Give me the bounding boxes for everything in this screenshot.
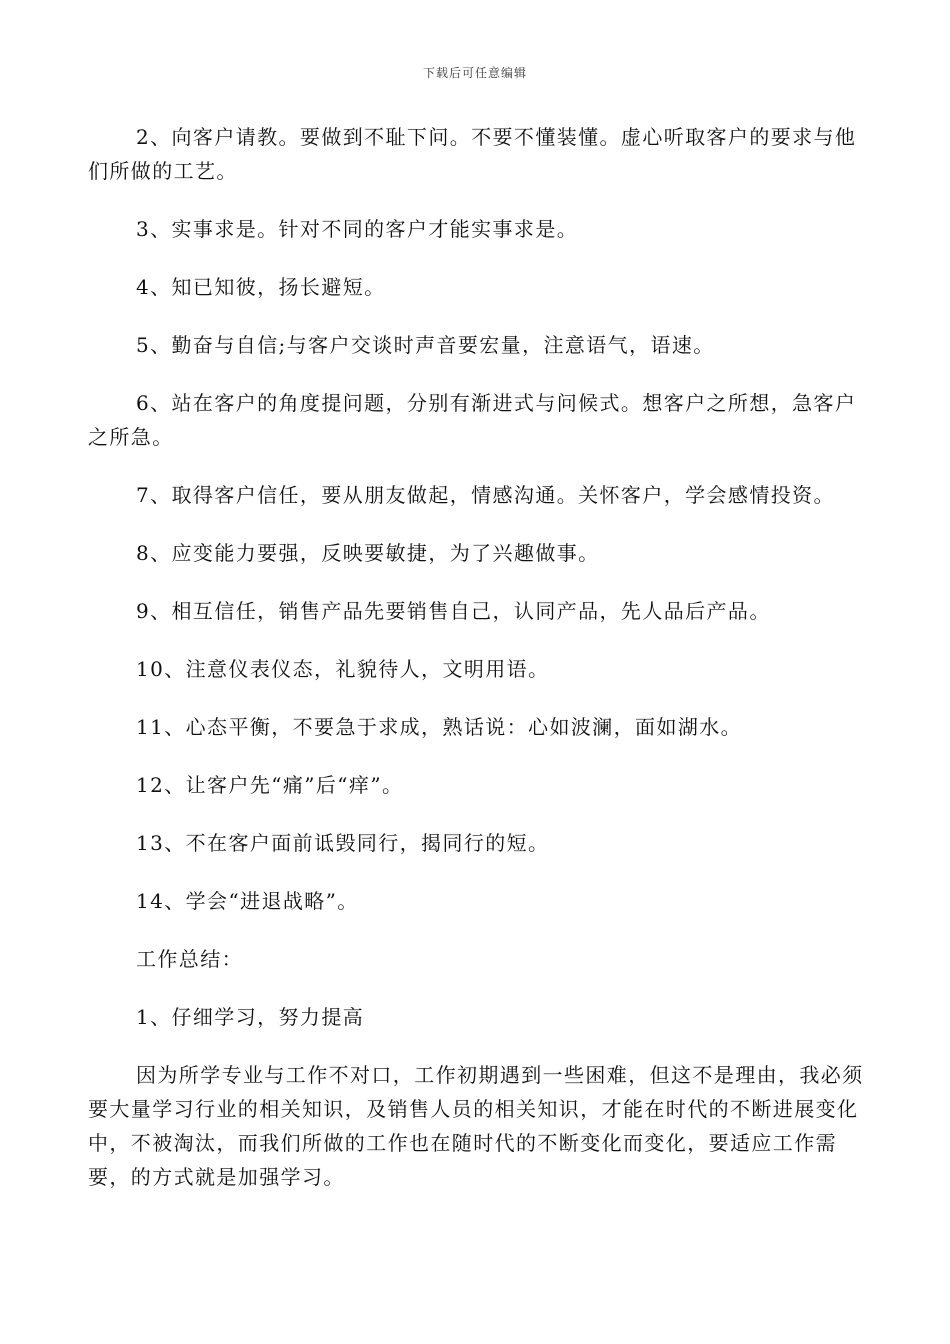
- paragraph-item-2: 2、向客户请教。要做到不耻下问。不要不懂装懂。虚心听取客户的要求与他们所做的工艺。: [88, 125, 857, 183]
- paragraph-item-4: 4、知已知彼，扬长避短。: [136, 275, 386, 299]
- paragraph-item-6: 6、站在客户的角度提问题，分别有渐进式与问候式。想客户之所想，急客户之所急。: [88, 391, 857, 449]
- header-note: 下载后可任意编辑: [422, 66, 527, 80]
- paragraph-item-11: 11、心态平衡，不要急于求成，熟话说：心如波澜，面如湖水。: [136, 715, 743, 739]
- paragraph-item-10: 10、注意仪表仪态，礼貌待人，文明用语。: [136, 657, 550, 681]
- paragraph-item-5: 5、勤奋与自信;与客户交谈时声音要宏量，注意语气，语速。: [136, 333, 715, 357]
- paragraph-item-14: 14、学会“进退战略”。: [136, 889, 359, 913]
- paragraph-item-7: 7、取得客户信任，要从朋友做起，情感沟通。关怀客户，学会感情投资。: [136, 483, 835, 507]
- paragraph-item-12: 12、让客户先“痛”后“痒”。: [136, 773, 404, 797]
- paragraph-item-3: 3、实事求是。针对不同的客户才能实事求是。: [136, 217, 579, 241]
- paragraph-item-8: 8、应变能力要强，反映要敏捷，为了兴趣做事。: [136, 541, 600, 565]
- paragraph-body-study: 因为所学专业与工作不对口，工作初期遇到一些困难，但这不是理由，我必须要大量学习行业的相关知识，及销售人员的相关知识，才能在时代的不断进展变化中，不被淘汰，而我们所做的工作也在随时代的不断变化而变化，要适应工作需要，的方式就是加强学习。: [88, 1063, 864, 1189]
- paragraph-item-9: 9、相互信任，销售产品先要销售自己，认同产品，先人品后产品。: [136, 599, 771, 623]
- paragraph-item-13: 13、不在客户面前诋毁同行，揭同行的短。: [136, 831, 550, 855]
- section-heading-work-summary: 工作总结：: [136, 947, 243, 971]
- document-body: [88, 120, 868, 1194]
- subheading-study: 1、仔细学习，努力提高: [136, 1005, 365, 1029]
